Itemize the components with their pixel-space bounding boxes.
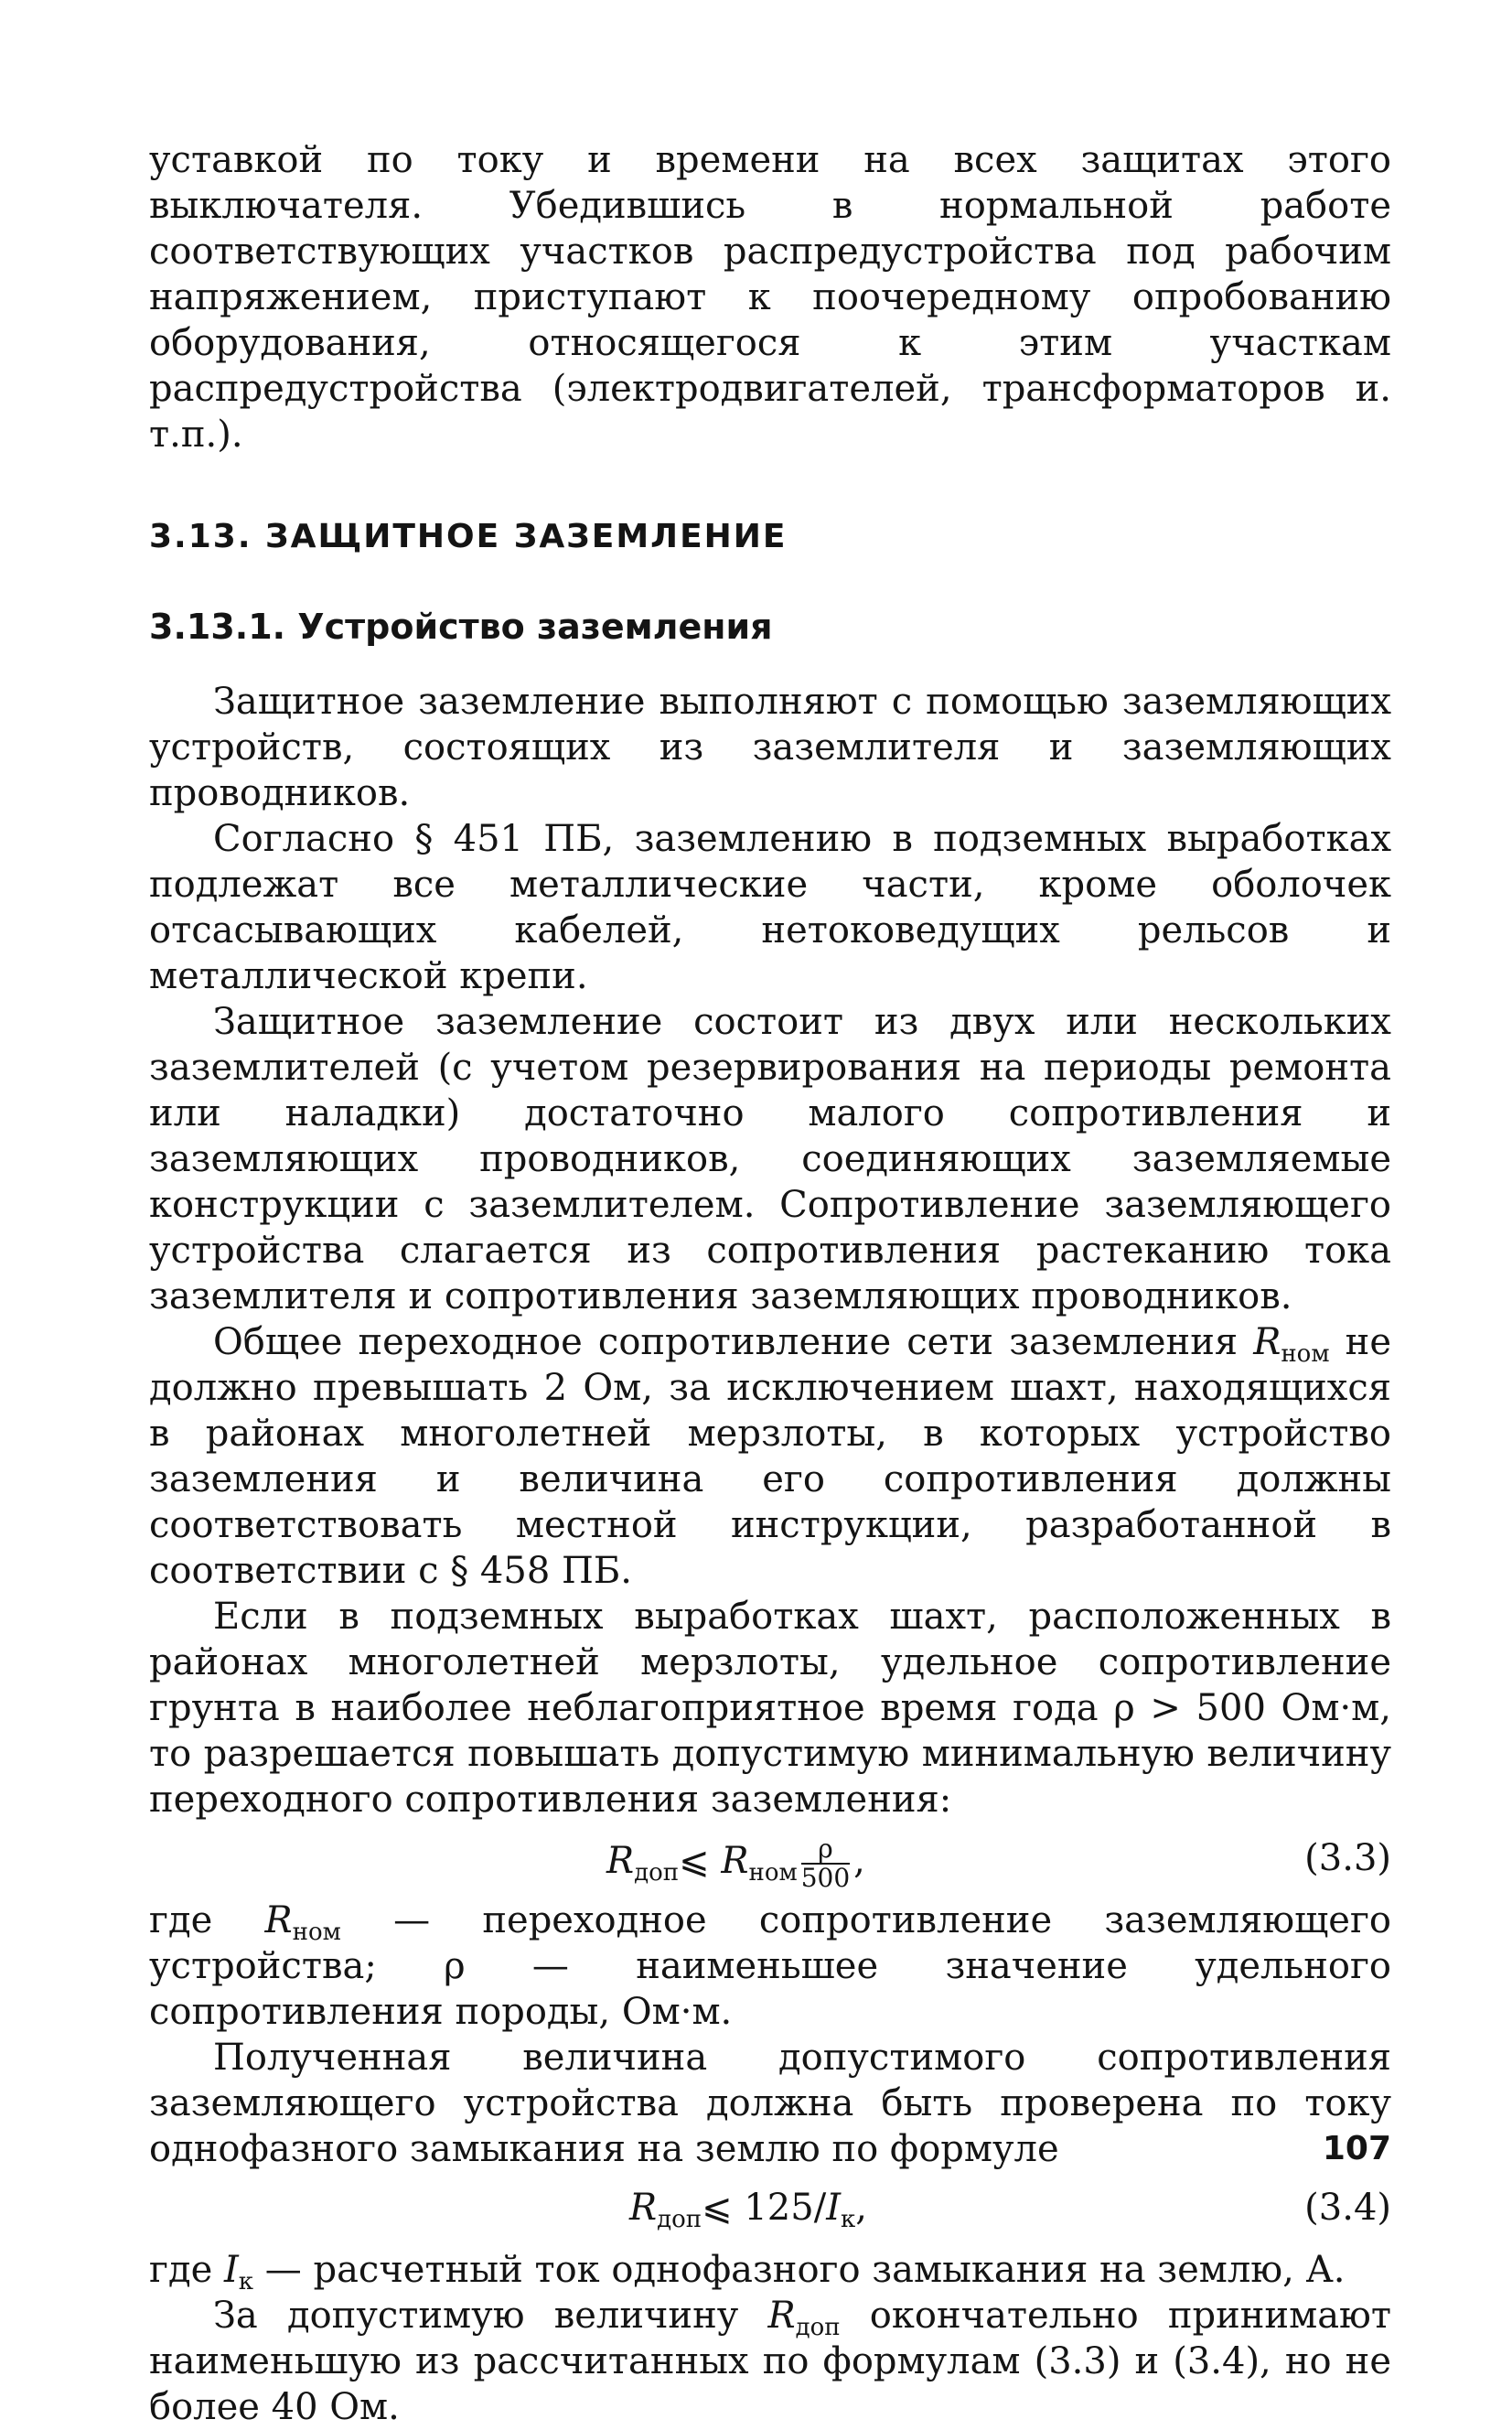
formula-3-4 [149, 2172, 1391, 2247]
fraction: $\frac{\rho}{500}$ [800, 1833, 851, 1893]
formula-3-3-expression: $R_{доп}⩽$ $R_{ном}$ $\frac{\rho}{500}$ , [606, 1833, 865, 1893]
where-paragraph-1: где $R_{ном}$ — переходное сопротивление заземляющего устройства; ρ — наименьшее значение удельного сопротивления породы, Ом·м. [149, 1899, 1391, 2033]
paragraph-7: За допустимую величину $R_{доп}$ окончательно принимают наименьшую из рассчитанных по формулам (3.3) и (3.4), но не более 40 Ом. [149, 2295, 1392, 2428]
page-body [149, 137, 1391, 2430]
paragraph-3: Защитное заземление состоит из двух или нескольких заземлителей (с учетом резервирования на периоды ремонта или наладки) достаточно малого сопротивления и заземляющих проводников, соединяющих заземляемые конструкции с заземлителем. Сопротивление заземляющего устройства слагается из сопротивления растеканию тока заземлителя и сопротивления заземляющих проводников. [149, 1001, 1391, 1317]
where-paragraph-2: где $I_к$ — расчетный ток однофазного замыкания на землю, А. [149, 2249, 1346, 2296]
paragraph-2: Согласно § 451 ПБ, заземлению в подземных выработках подлежат все металлические части, кроме оболочек отсасывающих кабелей, нетоковедущих рельсов и металлической крепи. [149, 818, 1391, 997]
paragraph-5: Если в подземных выработках шахт, расположенных в районах многолетней мерзлоты, удельное сопротивление грунта в наиболее неблагоприятное время года ρ > 500 Ом·м, то разрешается повышать допустимую минимальную величину переходного сопротивления заземления: [149, 1596, 1391, 1821]
subsection-heading: 3.13.1. Устройство заземления [149, 607, 773, 647]
formula-3-4-expression: $R_{доп}⩽$ $125/I_к$, [629, 2187, 867, 2233]
paragraph-6: Полученная величина допустимого сопротивления заземляющего устройства должна быть проверена по току однофазного замыкания на землю по формуле [149, 2037, 1391, 2170]
page-number: 107 [1322, 2130, 1391, 2167]
formula-3-3 [149, 1822, 1391, 1898]
formula-3-3-number: (3.3) [1304, 1837, 1391, 1879]
r-nom-symbol: R [1253, 1321, 1281, 1363]
paragraph-1: Защитное заземление выполняют с помощью заземляющих устройств, состоящих из заземлителя и заземляющих проводников. [149, 681, 1391, 814]
paragraph-4: Общее переходное сопротивление сети заземления $R_{ном}$ не должно превышать 2 Ом, за исключением шахт, находящихся в районах многолетней мерзлоты, в которых устройство заземления и величина его сопротивления должны соответствовать местной инструкции, разработанной в соответствии с § 458 ПБ. [149, 1321, 1391, 1592]
formula-3-4-number: (3.4) [1304, 2187, 1391, 2229]
section-heading: 3.13. ЗАЩИТНОЕ ЗАЗЕМЛЕНИЕ [149, 518, 788, 555]
continuation-paragraph: уставкой по току и времени на всех защитах этого выключателя. Убедившись в нормальной работе соответствующих участков распредустройства под рабочим напряжением, приступают к поочередному опробованию оборудования, относящегося к этим участкам распредустройства (электродвигателей, трансформаторов и. т.п.). [149, 139, 1391, 456]
